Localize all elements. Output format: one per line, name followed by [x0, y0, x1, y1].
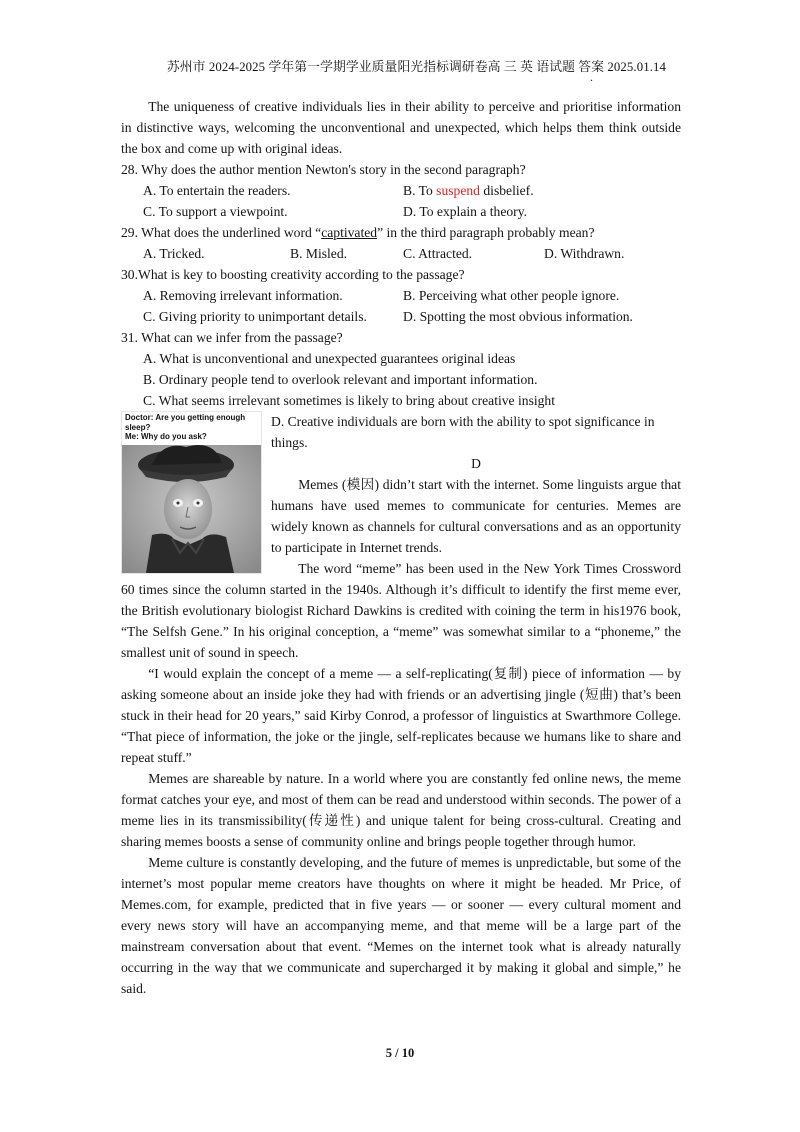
- section-d-paragraph-4: Memes are shareable by nature. In a world where you are constantly fed online news, the meme format catches your eye, and most of them can be read and understood within seconds. The power of a meme lies in its transmissibility(传递性) and unique talent for being cross-cultural. Creating and sharing memes boosts a sense of community online and brings people together through humor.: [121, 771, 681, 849]
- question-29-option-c: C. Attracted.: [403, 246, 473, 261]
- question-29-option-a: A. Tricked.: [143, 246, 205, 261]
- question-29-options: [121, 243, 681, 264]
- question-28-options-row2: [121, 201, 681, 222]
- question-30-stem: 30.What is key to boosting creativity according to the passage?: [121, 267, 465, 282]
- intro-paragraph: The uniqueness of creative individuals lies in their ability to perceive and prioritise information in distinctive ways, welcoming the unconventional and unexpected, which helps them think outside the box and come up with original ideas.: [121, 99, 681, 156]
- question-31-stem: 31. What can we infer from the passage?: [121, 330, 343, 345]
- section-d-label: D: [471, 456, 481, 471]
- section-d-paragraph-5: Meme culture is constantly developing, and the future of memes is unpredictable, but some of the internet’s most popular meme creators have thoughts on where it might be headed. Mr Price, of Memes.com, for example, predicted that in five years — or sooner — every cultural moment and every news story will have an accompanying meme, and that meme will be a large part of the mainstream conversation about that event. “Memes on the internet took what is already naturally occurring in the way that we communicate and supercharged it by making it global and simple,” he said.: [121, 855, 681, 996]
- meme-caption-line-2: Me: Why do you ask?: [125, 432, 207, 441]
- meme-caption-line-1: Doctor: Are you getting enough sleep?: [125, 413, 246, 432]
- header-dot: .: [590, 70, 593, 84]
- option-b-prefix: B. To: [403, 183, 437, 198]
- highlighted-word: suspend: [436, 183, 480, 198]
- q29-stem-prefix: 29. What does the underlined word “: [121, 225, 322, 240]
- question-30-option-a: A. Removing irrelevant information.: [143, 288, 343, 303]
- question-28-option-d: D. To explain a theory.: [403, 204, 528, 219]
- question-31-option-c: C. What seems irrelevant sometimes is likely to bring about creative insight: [143, 393, 556, 408]
- question-29-stem: [121, 222, 681, 243]
- question-31-option-a: A. What is unconventional and unexpected guarantees original ideas: [143, 351, 516, 366]
- page-header: 苏州市 2024-2025 学年第一学期学业质量阳光指标调研卷高 三 英 语试题 答案 2025.01.14: [166, 60, 666, 74]
- section-d-paragraph-3: “I would explain the concept of a meme — a self-replicating(复制) piece of information — by asking someone about an inside joke they had with friends or an advertising jingle (短曲) that’s been stuck in their head for 20 years,” said Kirby Conrod, a professor of linguistics at Swarthmore College. “That piece of information, the joke or the jingle, self-replicates because we humans like to share and repeat stuff.”: [121, 666, 681, 765]
- section-d-paragraph-1: Memes (模因) didn’t start with the internet. Some linguists argue that humans have used memes to communicate for centuries. Memes are widely known as channels for cultural conversations and as an opportunity to participate in Internet trends.: [271, 477, 681, 555]
- question-30-option-d: D. Spotting the most obvious information.: [403, 309, 633, 324]
- question-28-stem: 28. Why does the author mention Newton's story in the second paragraph?: [121, 162, 526, 177]
- question-30-option-c: C. Giving priority to unimportant details.: [143, 309, 367, 324]
- question-28-option-b: [381, 180, 641, 201]
- document-body: [121, 96, 681, 999]
- question-28-options-row1: [121, 180, 681, 201]
- question-28-option-c: C. To support a viewpoint.: [143, 204, 288, 219]
- section-d-paragraph-2: The word “meme” has been used in the New York Times Crossword 60 times since the column started in the 1940s. Although it’s difficult to identify the first meme ever, the British evolutionary biologist Richard Dawkins is credited with coining the term in his1976 book, “The Selfsh Gene.” In his original conception, a “meme” was somewhat similar to a “phoneme,” the smallest unit of sound in speech.: [121, 561, 681, 660]
- question-28-option-a: A. To entertain the readers.: [143, 183, 291, 198]
- question-29-option-b: B. Misled.: [290, 246, 348, 261]
- meme-photo: [122, 445, 261, 573]
- page-number: 5 / 10: [385, 1046, 415, 1060]
- q29-stem-word: captivated: [321, 225, 378, 240]
- question-30-option-b: B. Perceiving what other people ignore.: [403, 288, 620, 303]
- meme-caption: [122, 412, 261, 445]
- question-29-option-d: D. Withdrawn.: [544, 246, 625, 261]
- q29-stem-suffix: ” in the third paragraph probably mean?: [377, 225, 595, 240]
- question-31-option-b: B. Ordinary people tend to overlook relevant and important information.: [143, 372, 538, 387]
- question-30-options-row2: [121, 306, 681, 327]
- meme-image: [121, 411, 262, 574]
- question-30-options-row1: [121, 285, 681, 306]
- question-31-option-d: D. Creative individuals are born with the ability to spot significance in things.: [271, 414, 655, 450]
- option-b-suffix: disbelief.: [479, 183, 534, 198]
